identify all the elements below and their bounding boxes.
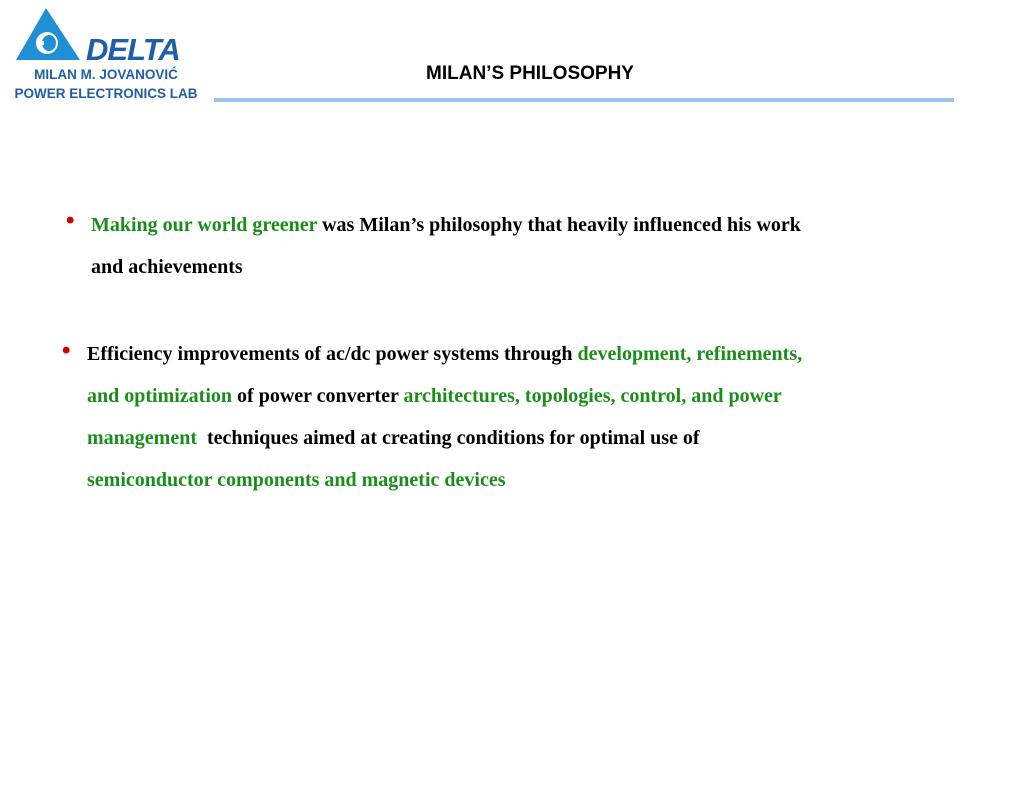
bullet-1-line-2: [91, 256, 243, 278]
bullet-text-1: [91, 204, 941, 288]
highlight-text: management: [87, 427, 197, 449]
lab-name-line2: POWER ELECTRONICS LAB: [14, 86, 198, 101]
bullet-2-line-1: [87, 343, 802, 365]
delta-wordmark: DELTA: [86, 32, 180, 64]
body-text: Efficiency improvements of ac/dc power systems through: [87, 343, 578, 365]
lab-name-line1: MILAN M. JOVANOVIĆ: [34, 67, 178, 82]
bullet-2-line-3: [87, 427, 700, 449]
body-text: techniques aimed at creating conditions for optimal use of: [196, 427, 700, 449]
bullet-2-line-4: [87, 469, 506, 491]
delta-logo: [16, 8, 196, 64]
bullet-text-2: [87, 333, 937, 501]
body-text: and achievements: [91, 256, 243, 278]
highlight-text: development, refinements,: [577, 343, 803, 365]
delta-logo-icon: [16, 8, 196, 64]
highlight-text: and optimization: [87, 385, 233, 407]
bullet-marker-icon: •: [62, 337, 71, 364]
body-text: of power converter: [232, 385, 404, 407]
title-divider: [214, 98, 954, 102]
bullet-1-line-1: [91, 214, 801, 236]
highlight-text: architectures, topologies, control, and power: [403, 385, 782, 407]
body-text: was Milan’s philosophy that heavily influenced his work: [317, 214, 801, 236]
slide-title: MILAN’S PHILOSOPHY: [426, 63, 634, 84]
bullet-marker-icon: •: [66, 207, 75, 234]
highlight-text: semiconductor components and magnetic devices: [87, 469, 506, 491]
bullet-2-line-2: [87, 385, 782, 407]
highlight-text: Making our world greener: [91, 214, 318, 236]
